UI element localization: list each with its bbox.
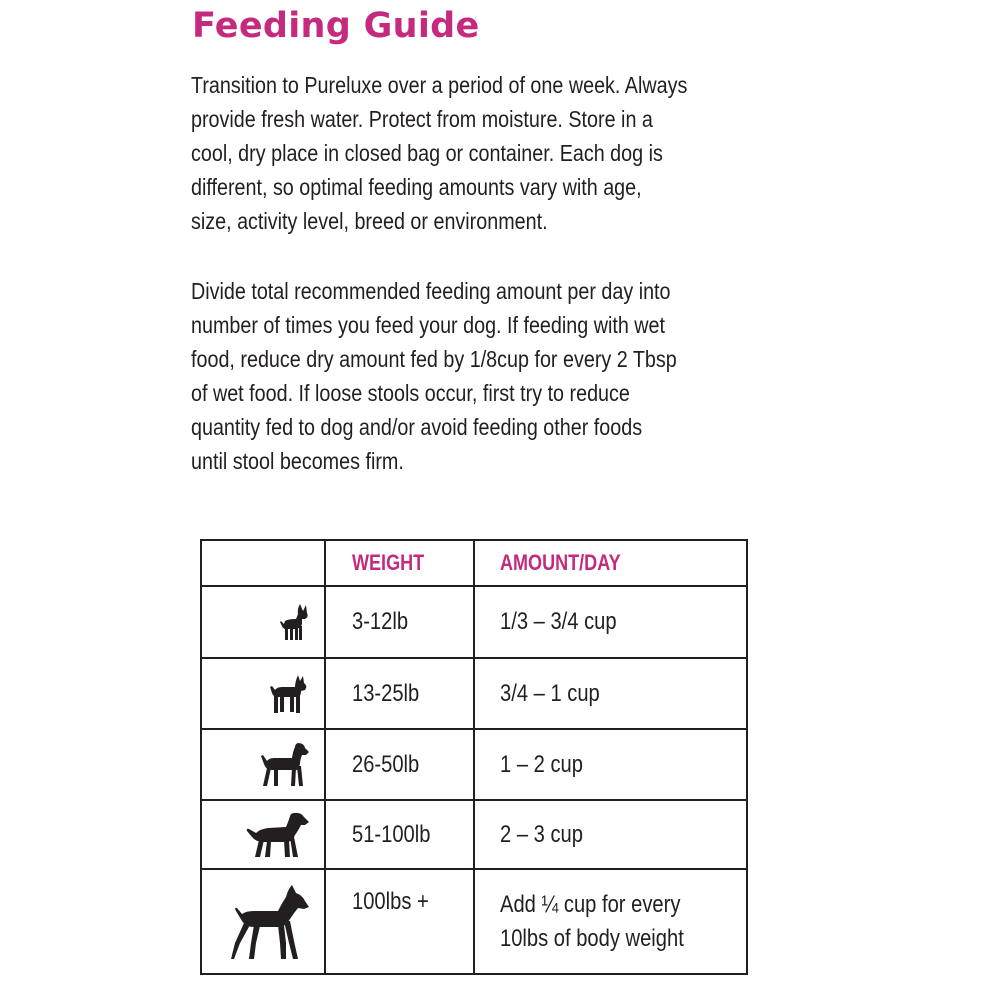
weight-cell xyxy=(325,586,474,658)
instructions-paragraph xyxy=(191,274,687,478)
icon-column-header xyxy=(201,540,325,586)
weight-cell xyxy=(325,658,474,729)
page-title: Feeding Guide xyxy=(192,6,480,46)
weight-value: 13-25lb xyxy=(352,679,420,707)
amount-value: 1/3 – 3/4 cup xyxy=(500,608,617,635)
paragraph-line: Transition to Pureluxe over a period of one week. Always xyxy=(191,72,688,98)
weight-column-header xyxy=(325,540,474,586)
amount-cell xyxy=(474,800,747,869)
amount-line: Add ¼ cup for every xyxy=(500,891,681,918)
paragraph-line: until stool becomes firm. xyxy=(191,448,404,474)
amount-column-header xyxy=(474,540,747,586)
paragraph-line: cool, dry place in closed bag or container. Each dog is xyxy=(191,140,663,166)
paragraph-line: size, activity level, breed or environment. xyxy=(191,208,548,234)
paragraph-line: food, reduce dry amount fed by 1/8cup for every 2 Tbsp xyxy=(191,346,677,372)
dog-large-icon xyxy=(246,811,310,859)
table-row xyxy=(201,729,747,800)
dog-giant-icon xyxy=(230,883,310,961)
amount-header-label: AMOUNT/DAY xyxy=(500,550,621,575)
paragraph-line: Divide total recommended feeding amount per day into xyxy=(191,278,671,304)
icon-cell xyxy=(201,729,325,800)
paragraph-line: provide fresh water. Protect from moisture. Store in a xyxy=(191,106,653,132)
icon-cell xyxy=(201,800,325,869)
amount-cell xyxy=(474,586,747,658)
amount-value xyxy=(500,888,684,956)
paragraph-line: number of times you feed your dog. If feeding with wet xyxy=(191,312,666,338)
weight-value: 100lbs + xyxy=(352,888,429,915)
amount-value: 2 – 3 cup xyxy=(500,820,583,848)
icon-cell xyxy=(201,586,325,658)
dog-tiny-icon xyxy=(276,602,310,642)
amount-value: 1 – 2 cup xyxy=(500,750,583,778)
weight-header-label: WEIGHT xyxy=(352,550,425,575)
weight-value: 26-50lb xyxy=(352,750,420,778)
weight-cell xyxy=(325,800,474,869)
amount-cell xyxy=(474,658,747,729)
dog-medium-icon xyxy=(258,742,310,788)
table-row xyxy=(201,869,747,974)
table-row xyxy=(201,800,747,869)
amount-line: 10lbs of body weight xyxy=(500,925,684,952)
intro-paragraph xyxy=(191,68,687,238)
table-header-row xyxy=(201,540,747,586)
weight-cell xyxy=(325,869,474,974)
amount-value: 3/4 – 1 cup xyxy=(500,679,600,707)
amount-cell xyxy=(474,869,747,974)
paragraph-line: different, so optimal feeding amounts vary with age, xyxy=(191,174,642,200)
table-row xyxy=(201,586,747,658)
weight-cell xyxy=(325,729,474,800)
dog-small-icon xyxy=(268,673,310,715)
paragraph-line: of wet food. If loose stools occur, first try to reduce xyxy=(191,380,630,406)
weight-value: 51-100lb xyxy=(352,820,431,848)
amount-cell xyxy=(474,729,747,800)
table-row xyxy=(201,658,747,729)
paragraph-line: quantity fed to dog and/or avoid feeding other foods xyxy=(191,414,643,440)
icon-cell xyxy=(201,869,325,974)
icon-cell xyxy=(201,658,325,729)
weight-value: 3-12lb xyxy=(352,608,409,635)
feeding-table xyxy=(200,539,748,975)
